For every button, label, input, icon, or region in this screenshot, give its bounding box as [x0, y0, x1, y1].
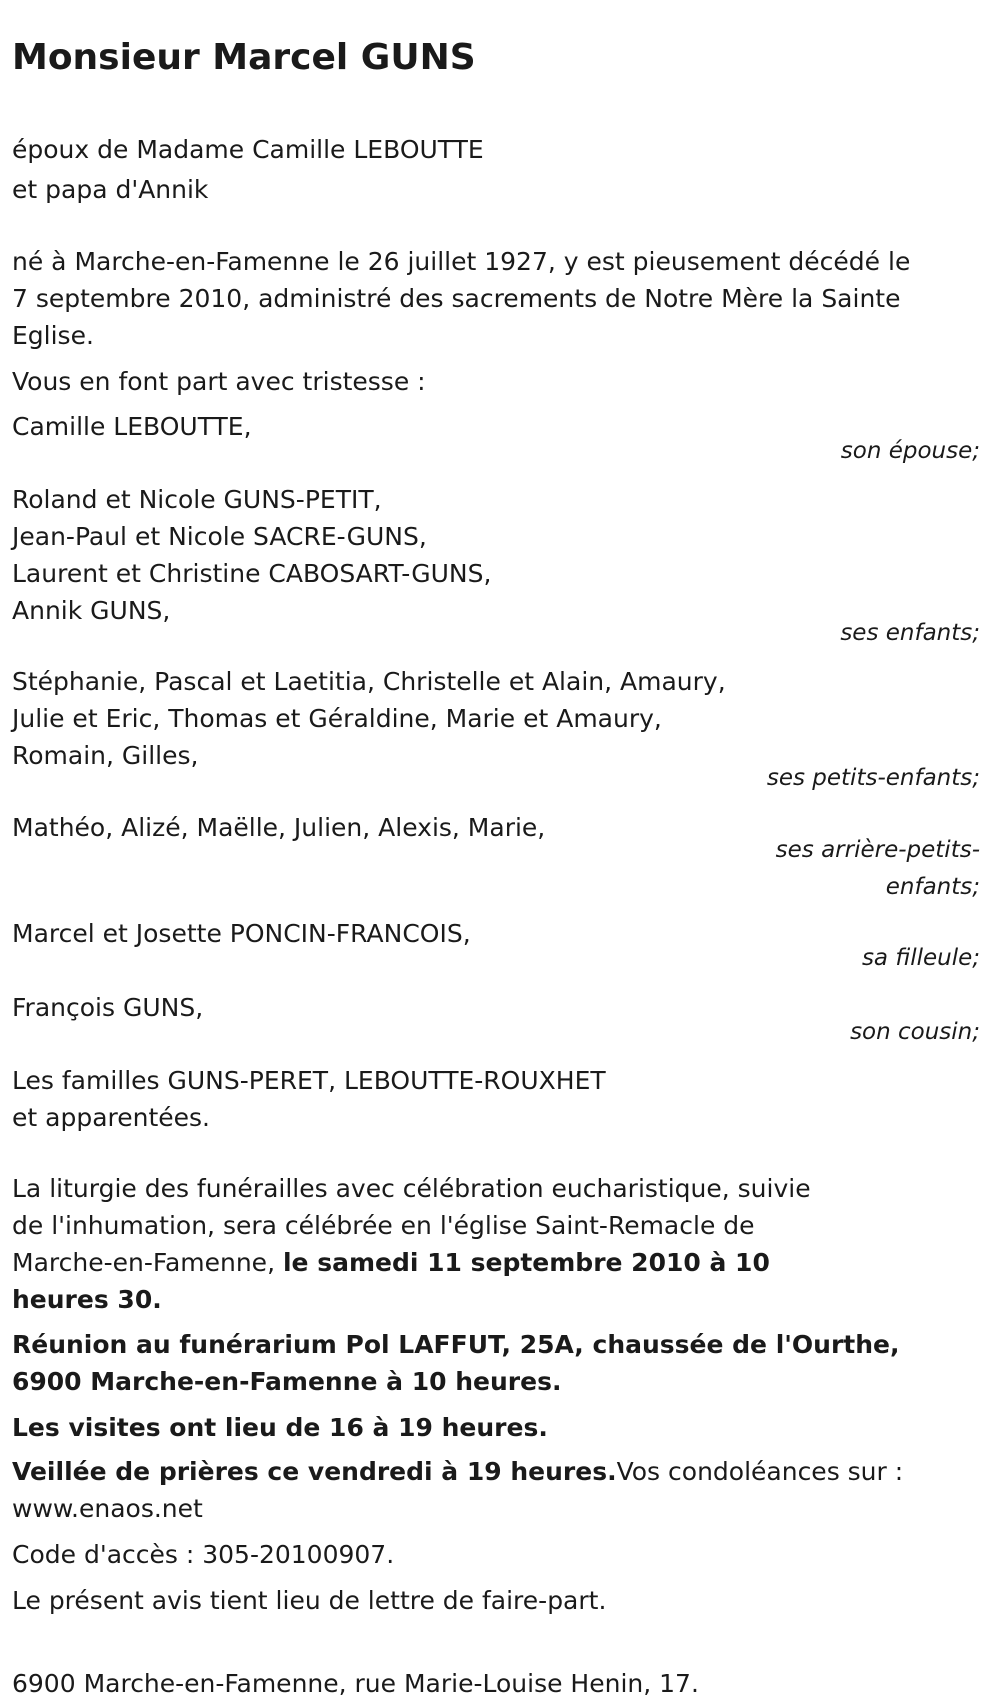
vigil-text: Veillée de prières ce vendredi à 19 heures.	[12, 1457, 617, 1486]
page-title: Monsieur Marcel GUNS	[12, 37, 476, 78]
liturgy-text: La liturgie des funérailles avec célébration eucharistique, suivie de l'inhumation, sera célébrée en l'église Saint-Remacle de Marche-en-Famenne,	[12, 1174, 811, 1277]
address: 6900 Marche-en-Famenne, rue Marie-Louise Henin, 17.	[12, 1669, 699, 1698]
meeting-paragraph: Réunion au funérarium Pol LAFFUT, 25A, chaussée de l'Ourthe, 6900 Marche-en-Famenne à 10 heures.	[12, 1330, 900, 1396]
family-name: Marcel et Josette PONCIN-FRANCOIS,	[12, 919, 471, 948]
spouse-line: époux de Madame Camille LEBOUTTE	[12, 135, 484, 164]
family-role: ses petits-enfants;	[766, 765, 980, 791]
family-name: Julie et Eric, Thomas et Géraldine, Marie et Amaury,	[12, 704, 662, 733]
family-group-great-grandchildren	[12, 808, 980, 906]
condolences-text: Vos condoléances sur : www.enaos.net	[12, 1457, 904, 1523]
liturgy-paragraph	[12, 1170, 842, 1318]
family-group-children	[12, 481, 980, 653]
families-line: et apparentées.	[12, 1103, 210, 1132]
family-group-grandchildren	[12, 663, 980, 798]
vigil-paragraph	[12, 1453, 912, 1527]
family-name: Jean-Paul et Nicole SACRE-GUNS,	[12, 522, 427, 551]
family-role: ses enfants;	[840, 620, 980, 646]
parent-line: et papa d'Annik	[12, 175, 209, 204]
family-name: François GUNS,	[12, 993, 204, 1022]
family-name: Romain, Gilles,	[12, 741, 199, 770]
family-role: son cousin;	[850, 1019, 980, 1045]
family-role: ses arrière-petits-enfants;	[775, 837, 980, 900]
intro-text: Vous en font part avec tristesse :	[12, 367, 426, 396]
family-group-spouse	[12, 407, 980, 471]
family-role: sa filleule;	[861, 945, 980, 971]
notice-text: Le présent avis tient lieu de lettre de faire-part.	[12, 1586, 607, 1615]
family-name: Annik GUNS,	[12, 596, 171, 625]
visits-text: Les visites ont lieu de 16 à 19 heures.	[12, 1413, 548, 1442]
family-group-cousin	[12, 988, 980, 1052]
families-block	[12, 1062, 980, 1136]
family-name: Roland et Nicole GUNS-PETIT,	[12, 485, 382, 514]
birth-paragraph: né à Marche-en-Famenne le 26 juillet 1927, y est pieusement décédé le 7 septembre 2010, administré des sacrements de Notre Mère la Sainte Eglise.	[12, 247, 911, 350]
family-name: Stéphanie, Pascal et Laetitia, Christelle et Alain, Amaury,	[12, 667, 726, 696]
liturgy-date: le samedi 11 septembre 2010 à 10 heures 30.	[12, 1248, 770, 1314]
spouse-block	[12, 130, 980, 210]
family-role: son épouse;	[840, 438, 980, 464]
family-name: Camille LEBOUTTE,	[12, 412, 252, 441]
family-name: Mathéo, Alizé, Maëlle, Julien, Alexis, Marie,	[12, 813, 546, 842]
families-line: Les familles GUNS-PERET, LEBOUTTE-ROUXHET	[12, 1066, 606, 1095]
family-name: Laurent et Christine CABOSART-GUNS,	[12, 559, 492, 588]
family-group-goddaughter	[12, 914, 980, 978]
access-code: Code d'accès : 305-20100907.	[12, 1540, 395, 1569]
